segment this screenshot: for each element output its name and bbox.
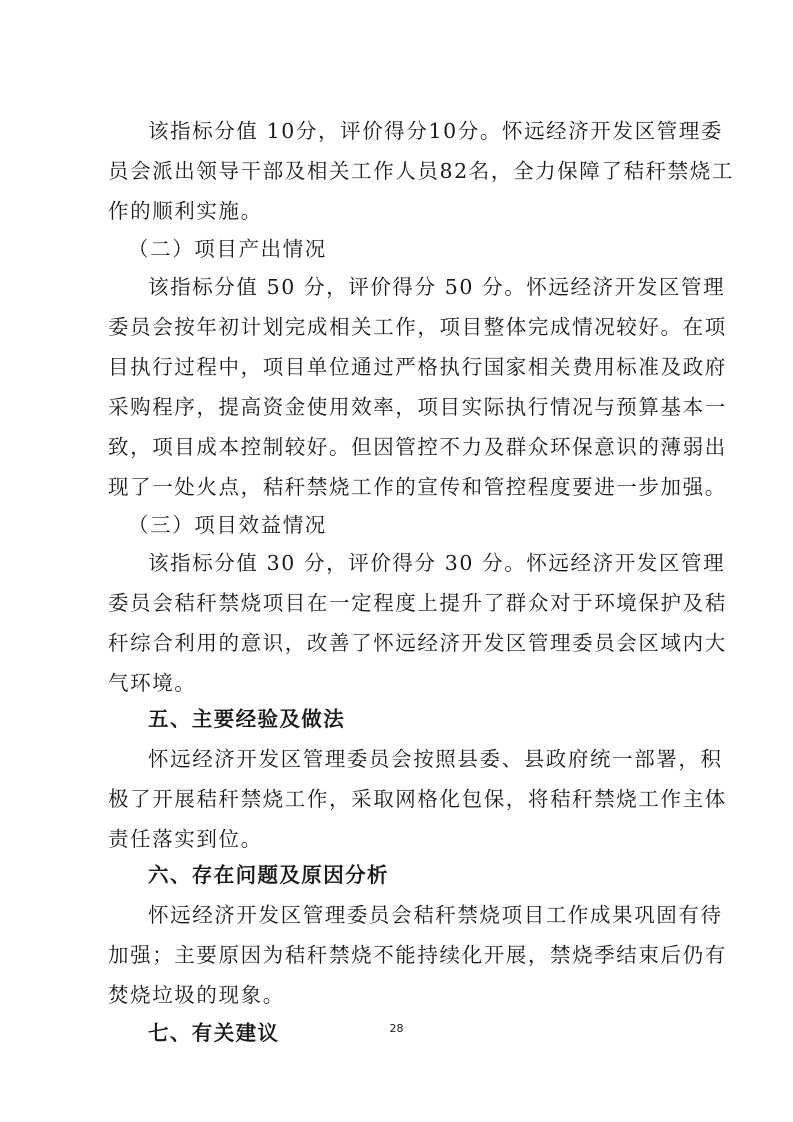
paragraph-2-line-5: 致，项目成本控制较好。但因管控不力及群众环保意识的薄弱出 xyxy=(108,435,727,459)
paragraph-2-line-6: 现了一处火点，秸秆禁烧工作的宣传和管控程度要进一步加强。 xyxy=(108,475,727,499)
heading-problems: 六、存在问题及原因分析 xyxy=(148,863,389,887)
paragraph-1-line-2: 员会派出领导干部及相关工作人员82名，全力保障了秸秆禁烧工 xyxy=(108,159,734,183)
paragraph-2-line-3: 目执行过程中，项目单位通过严格执行国家相关费用标准及政府 xyxy=(108,355,727,379)
paragraph-4-line-3: 责任落实到位。 xyxy=(108,827,263,851)
paragraph-5-line-1: 怀远经济开发区管理委员会秸秆禁烧项目工作成果巩固有待 xyxy=(148,903,723,927)
page-number: 28 xyxy=(389,1022,404,1035)
subheading-output: （二）项目产出情况 xyxy=(128,237,327,261)
paragraph-5-line-2: 加强；主要原因为秸秆禁烧不能持续化开展，禁烧季结束后仍有 xyxy=(108,943,727,967)
paragraph-5-line-3: 焚烧垃圾的现象。 xyxy=(108,983,285,1007)
paragraph-2-line-4: 采购程序，提高资金使用效率，项目实际执行情况与预算基本一 xyxy=(108,395,727,419)
heading-experience: 五、主要经验及做法 xyxy=(148,707,346,731)
heading-suggestions: 七、有关建议 xyxy=(148,1021,280,1045)
paragraph-3-line-4: 气环境。 xyxy=(108,671,197,695)
paragraph-2-line-2: 委员会按年初计划完成相关工作，项目整体完成情况较好。在项 xyxy=(108,315,727,339)
paragraph-2-line-1: 该指标分值 50 分，评价得分 50 分。怀远经济开发区管理 xyxy=(148,275,726,299)
paragraph-1-line-1: 该指标分值 10分，评价得分10分。怀远经济开发区管理委 xyxy=(148,119,723,143)
paragraph-4-line-1: 怀远经济开发区管理委员会按照县委、县政府统一部署，积 xyxy=(148,747,723,771)
subheading-benefit: （三）项目效益情况 xyxy=(128,513,327,537)
paragraph-3-line-3: 秆综合利用的意识，改善了怀远经济开发区管理委员会区域内大 xyxy=(108,631,727,655)
paragraph-3-line-1: 该指标分值 30 分，评价得分 30 分。怀远经济开发区管理 xyxy=(148,551,726,575)
paragraph-3-line-2: 委员会秸秆禁烧项目在一定程度上提升了群众对于环境保护及秸 xyxy=(108,591,727,615)
paragraph-4-line-2: 极了开展秸秆禁烧工作，采取网格化包保，将秸秆禁烧工作主体 xyxy=(108,787,727,811)
paragraph-1-line-3: 作的顺利实施。 xyxy=(108,199,263,223)
